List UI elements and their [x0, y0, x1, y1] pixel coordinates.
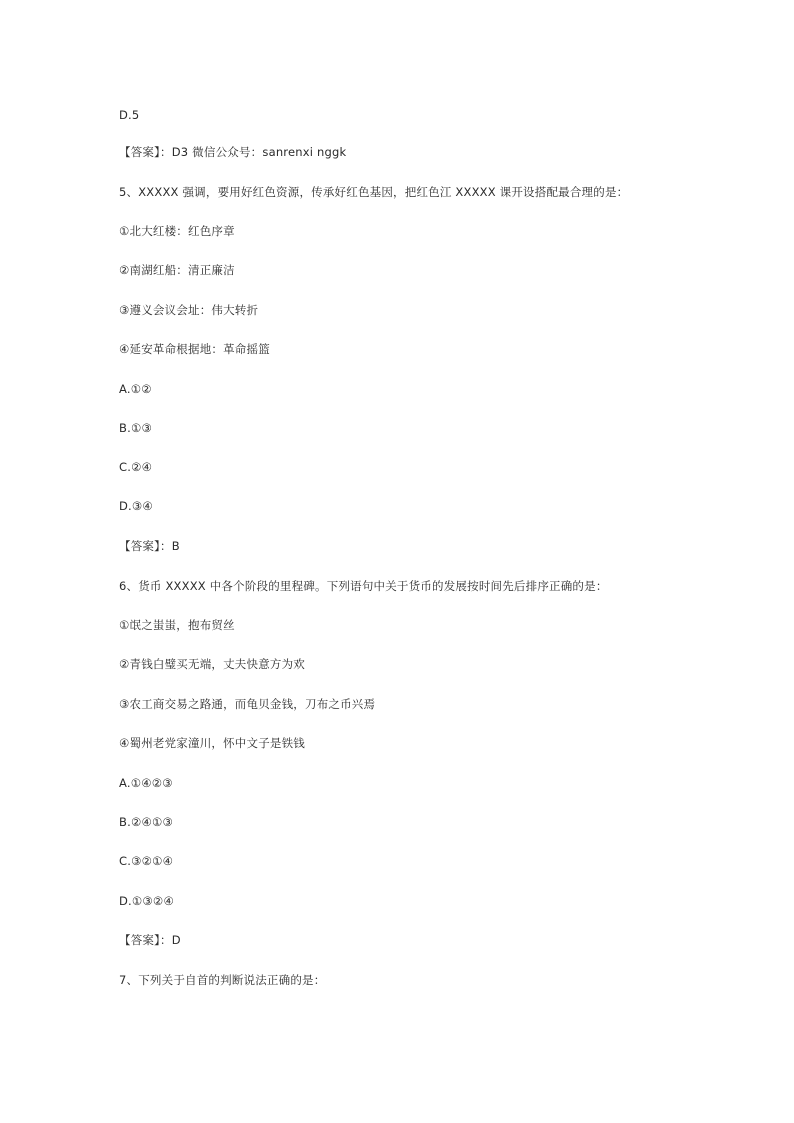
q5-option-d: D.③④ [119, 499, 153, 513]
q6-item-4: ④蜀州老党家潼川，怀中文子是铁钱 [119, 736, 306, 750]
q5-answer: 【答案】：B [119, 539, 180, 553]
question-6: 6、货币 XXXXX 中各个阶段的里程碑。下列语句中关于货币的发展按时间先后排序正确的是： [119, 579, 608, 593]
q5-option-a: A.①② [119, 382, 152, 396]
q5-item-3: ③遵义会议会址：伟大转折 [119, 303, 259, 317]
q6-option-c: C.③②①④ [119, 854, 174, 868]
q5-option-c: C.②④ [119, 460, 153, 474]
q5-item-1: ①北大红楼：红色序章 [119, 224, 235, 238]
q5-item-4: ④延安革命根据地：革命摇篮 [119, 342, 270, 356]
q6-item-2: ②青钱白璧买无端，丈夫快意方为欢 [119, 657, 306, 671]
option-d-prev: D.5 [119, 108, 140, 122]
q6-option-a: A.①④②③ [119, 776, 173, 790]
q5-option-b: B.①③ [119, 421, 152, 435]
question-5: 5、XXXXX 强调，要用好红色资源，传承好红色基因，把红色江 XXXXX 课开设搭配最合理的是： [119, 185, 629, 199]
q6-option-d: D.①③②④ [119, 894, 174, 908]
question-7: 7、下列关于自首的判断说法正确的是： [119, 973, 326, 987]
q6-item-1: ①氓之蚩蚩，抱布贸丝 [119, 618, 235, 632]
answer-prev: 【答案】：D3 微信公众号：sanrenxi nggk [119, 145, 347, 159]
q6-answer: 【答案】：D [119, 933, 181, 947]
q5-item-2: ②南湖红船：清正廉洁 [119, 263, 235, 277]
q6-option-b: B.②④①③ [119, 815, 173, 829]
q6-item-3: ③农工商交易之路通，而龟贝金钱，刀布之币兴焉 [119, 697, 376, 711]
